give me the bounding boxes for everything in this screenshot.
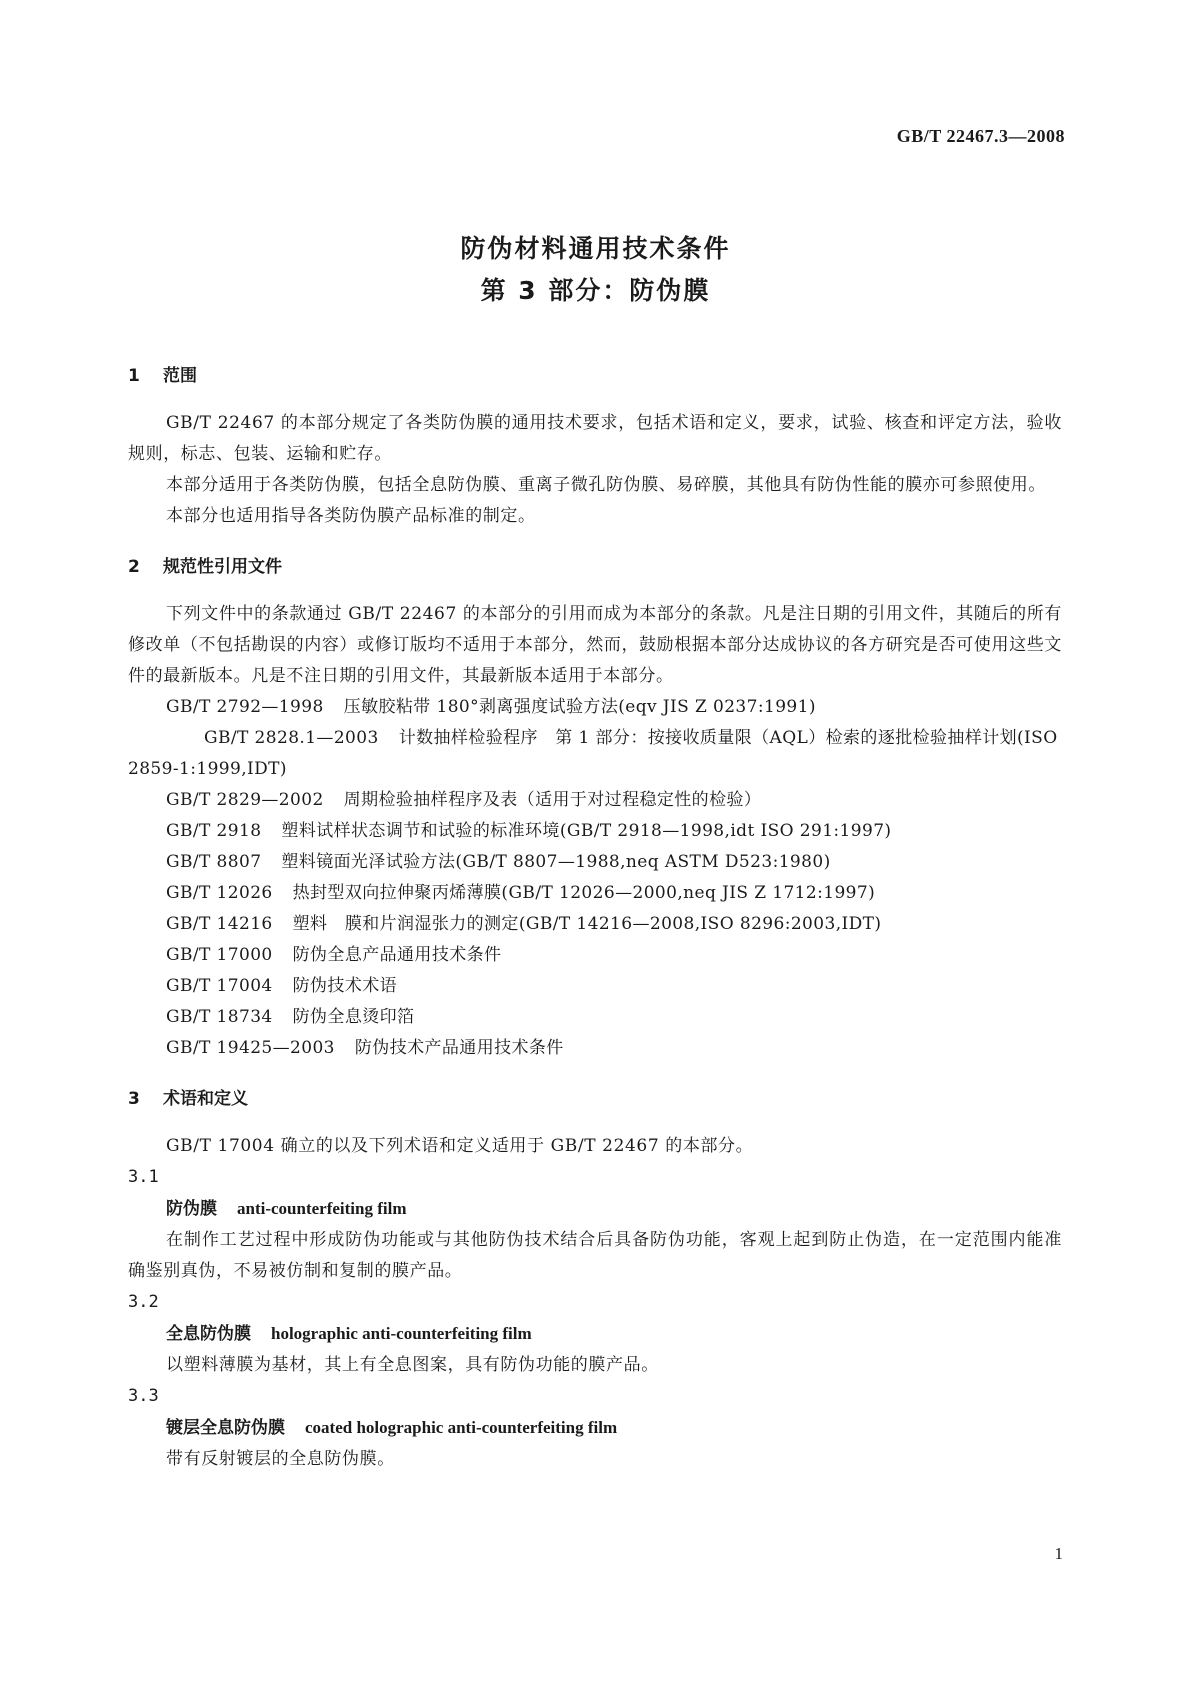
reference-code: GB/T 18734 [166, 1007, 273, 1027]
term-name-zh: 防伪膜 [166, 1199, 217, 1219]
section-number: 2 [128, 557, 140, 577]
reference-item [128, 1033, 1062, 1064]
term-name-en: anti-counterfeiting film [237, 1199, 407, 1218]
reference-item [128, 878, 1062, 909]
reference-item [128, 692, 1062, 723]
term-name [128, 1412, 1062, 1444]
reference-title: 周期检验抽样程序及表（适用于对过程稳定性的检验） [343, 790, 762, 810]
term-entry [128, 1381, 1062, 1475]
reference-title: 防伪技术术语 [292, 976, 398, 996]
reference-code: GB/T 17004 [166, 976, 273, 996]
term-name-en: coated holographic anti-counterfeiting film [305, 1418, 618, 1437]
term-name-zh: 镀层全息防伪膜 [166, 1418, 285, 1438]
reference-title: 防伪全息产品通用技术条件 [292, 945, 502, 965]
term-name [128, 1193, 1062, 1225]
section-number: 3 [128, 1089, 140, 1109]
reference-code: GB/T 2792—1998 [166, 697, 324, 717]
reference-title: 塑料镜面光泽试验方法(GB/T 8807—1988,neq ASTM D523:1980) [281, 852, 831, 872]
term-entry [128, 1287, 1062, 1381]
reference-item [128, 816, 1062, 847]
paragraph: 本部分也适用指导各类防伪膜产品标准的制定。 [166, 506, 536, 526]
reference-item [128, 909, 1062, 940]
term-entry [128, 1162, 1062, 1287]
document-subtitle: 第 3 部分：防伪膜 [480, 276, 711, 305]
reference-code: GB/T 17000 [166, 945, 273, 965]
reference-code: GB/T 2828.1—2003 [204, 728, 379, 748]
reference-item [128, 847, 1062, 878]
term-number: 3.3 [128, 1386, 159, 1406]
reference-item [128, 940, 1062, 971]
term-definition: 以塑料薄膜为基材，其上有全息图案，具有防伪功能的膜产品。 [166, 1355, 659, 1375]
reference-item [128, 1002, 1062, 1033]
reference-item [128, 723, 1062, 785]
paragraph: 本部分适用于各类防伪膜，包括全息防伪膜、重离子微孔防伪膜、易碎膜，其他具有防伪性能的膜亦可参照使用。 [166, 475, 1046, 495]
reference-title: 压敏胶粘带 180°剥离强度试验方法(eqv JIS Z 0237:1991) [343, 697, 816, 717]
section-number: 1 [128, 366, 140, 386]
title-block [0, 228, 1191, 312]
section-title: 规范性引用文件 [163, 557, 282, 577]
term-name-en: holographic anti-counterfeiting film [271, 1324, 532, 1343]
reference-code: GB/T 8807 [166, 852, 262, 872]
reference-title: 防伪全息烫印箔 [292, 1007, 415, 1027]
section-title: 范围 [163, 366, 197, 386]
standard-code: GB/T 22467.3—2008 [896, 126, 1065, 146]
reference-title: 塑料试样状态调节和试验的标准环境(GB/T 2918—1998,idt ISO 291:1997) [281, 821, 892, 841]
term-definition: 在制作工艺过程中形成防伪功能或与其他防伪技术结合后具备防伪功能，客观上起到防止伪造，在一定范围内能准确鉴别真伪，不易被仿制和复制的膜产品。 [128, 1230, 1062, 1281]
reference-item [128, 971, 1062, 1002]
paragraph: GB/T 22467 的本部分规定了各类防伪膜的通用技术要求，包括术语和定义，要求，试验、核查和评定方法，验收规则，标志、包装、运输和贮存。 [128, 413, 1062, 464]
term-number: 3.2 [128, 1292, 159, 1312]
reference-code: GB/T 14216 [166, 914, 273, 934]
section-heading-scope [128, 361, 1062, 392]
reference-code: GB/T 12026 [166, 883, 273, 903]
document-title: 防伪材料通用技术条件 [460, 234, 731, 263]
section-title: 术语和定义 [163, 1089, 248, 1109]
reference-title: 防伪技术产品通用技术条件 [354, 1038, 564, 1058]
document-body [128, 361, 1062, 1475]
reference-title: 计数抽样检验程序 第 1 部分：按接收质量限（AQL）检索的逐批检验抽样计划(ISO 2859-1:1999,IDT) [128, 728, 1058, 779]
page-number: 1 [1054, 1544, 1063, 1563]
reference-code: GB/T 2829—2002 [166, 790, 324, 810]
reference-code: GB/T 2918 [166, 821, 262, 841]
term-definition: 带有反射镀层的全息防伪膜。 [166, 1449, 395, 1469]
reference-title: 塑料 膜和片润湿张力的测定(GB/T 14216—2008,ISO 8296:2003,IDT) [292, 914, 882, 934]
reference-title: 热封型双向拉伸聚丙烯薄膜(GB/T 12026—2000,neq JIS Z 1712:1997) [292, 883, 876, 903]
section-heading-terms-and-definitions [128, 1084, 1062, 1115]
section-heading-normative-references [128, 552, 1062, 583]
term-name [128, 1318, 1062, 1350]
reference-item [128, 785, 1062, 816]
paragraph: 下列文件中的条款通过 GB/T 22467 的本部分的引用而成为本部分的条款。凡是注日期的引用文件，其随后的所有修改单（不包括勘误的内容）或修订版均不适用于本部分，然而，鼓励根据本部分达成协议的各方研究是否可使用这些文件的最新版本。凡是不注日期的引用文件，其最新版本适用于本部分。 [128, 604, 1062, 686]
term-name-zh: 全息防伪膜 [166, 1324, 251, 1344]
term-number: 3.1 [128, 1167, 159, 1187]
paragraph: GB/T 17004 确立的以及下列术语和定义适用于 GB/T 22467 的本部分。 [166, 1136, 754, 1156]
reference-code: GB/T 19425—2003 [166, 1038, 335, 1058]
